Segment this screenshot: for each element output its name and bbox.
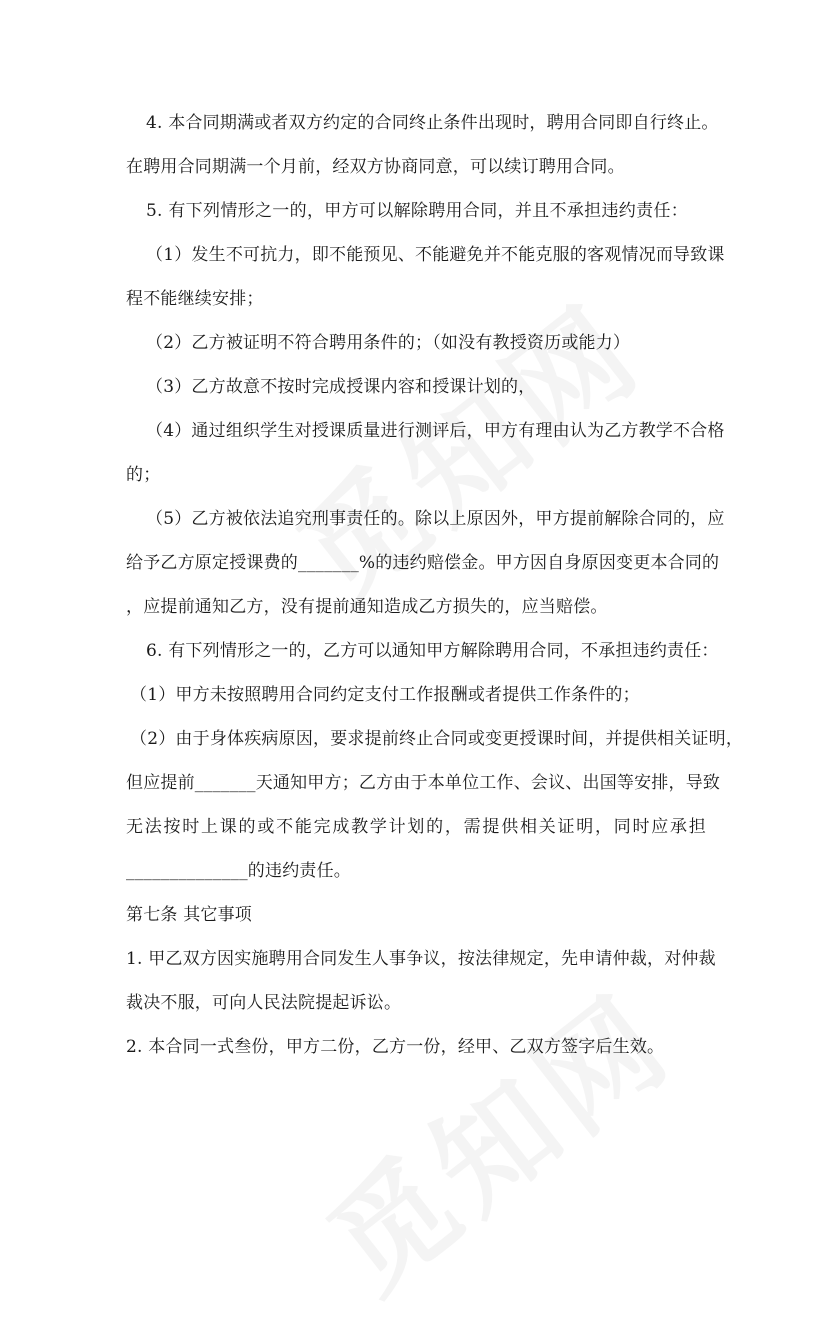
- paragraph-line: ，应提前通知乙方，没有提前通知造成乙方损失的，应当赔偿。: [126, 597, 608, 617]
- paragraph-line: （2）由于身体疾病原因，要求提前终止合同或变更授课时间，并提供相关证明，: [130, 729, 744, 749]
- paragraph-line: （3）乙方故意不按时完成授课内容和授课计划的，: [146, 377, 536, 397]
- paragraph-line: 但应提前_______天通知甲方；乙方由于本单位工作、会议、出国等安排，导致: [126, 773, 721, 793]
- paragraph-line: 6. 有下列情形之一的，乙方可以通知甲方解除聘用合同，不承担违约责任：: [146, 641, 719, 661]
- paragraph-line: 的；: [126, 465, 161, 485]
- paragraph-line: 5. 有下列情形之一的，甲方可以解除聘用合同，并且不承担违约责任：: [146, 201, 688, 221]
- paragraph-line: （5）乙方被依法追究刑事责任的。除以上原因外，甲方提前解除合同的，应: [146, 509, 725, 529]
- paragraph-line: （1）甲方未按照聘用合同约定支付工作报酬或者提供工作条件的；: [130, 685, 640, 705]
- paragraph-line: 裁决不服，可向人民法院提起诉讼。: [126, 993, 402, 1013]
- watermark: [258, 258, 671, 634]
- section-heading: 第七条 其它事项: [126, 905, 253, 925]
- paragraph-line: 在聘用合同期满一个月前，经双方协商同意，可以续订聘用合同。: [126, 157, 625, 177]
- paragraph-line: （1）发生不可抗力，即不能预见、不能避免并不能克服的客观情况而导致课: [146, 245, 725, 265]
- paragraph-line: 1. 甲乙双方因实施聘用合同发生人事争议，按法律规定，先申请仲裁，对仲裁: [126, 949, 716, 969]
- paragraph-line: 程不能继续安排；: [126, 289, 264, 309]
- paragraph-line: 4. 本合同期满或者双方约定的合同终止条件出现时，聘用合同即自行终止。: [146, 113, 719, 133]
- paragraph-line: ______________的违约责任。: [126, 861, 351, 881]
- paragraph-line: （4）通过组织学生对授课质量进行测评后，甲方有理由认为乙方教学不合格: [146, 421, 725, 441]
- paragraph-line: （2）乙方被证明不符合聘用条件的；（如没有教授资历或能力）: [146, 333, 631, 353]
- paragraph-line: 无法按时上课的或不能完成教学计划的，需提供相关证明，同时应承担: [126, 817, 706, 837]
- paragraph-line: 给予乙方原定授课费的_______%的违约赔偿金。甲方因自身原因变更本合同的: [126, 553, 720, 573]
- paragraph-line: 2. 本合同一式叁份，甲方二份，乙方一份，经甲、乙双方签字后生效。: [126, 1037, 665, 1057]
